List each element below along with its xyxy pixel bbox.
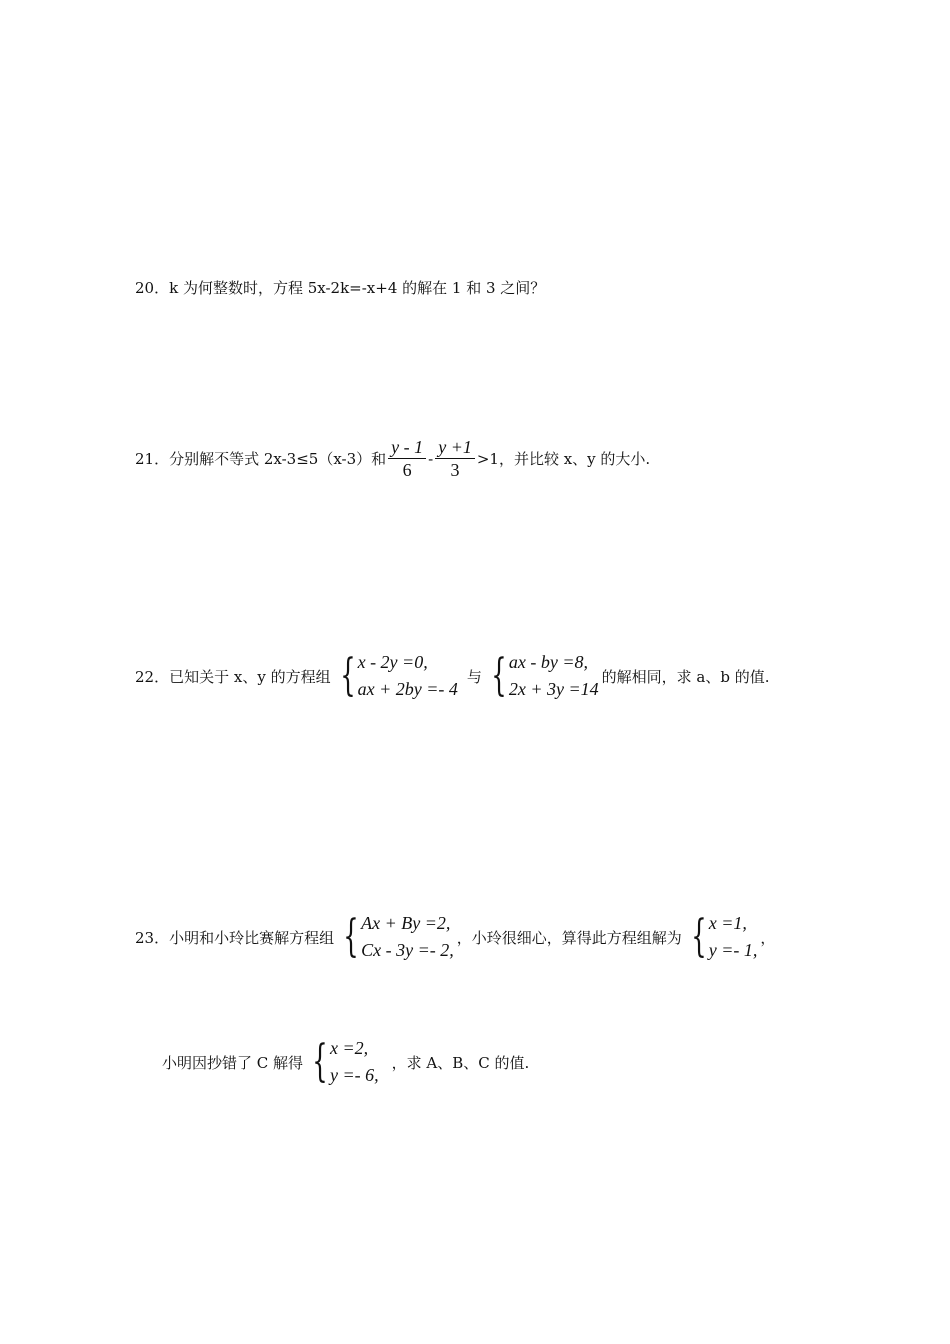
problem-23-number: 23． (135, 928, 170, 947)
system-2-line-1: ax - by =8, (508, 652, 588, 672)
minus-sign: - (428, 449, 434, 468)
problem-22 (135, 649, 770, 703)
problem-20-text: k 为何整数时，方程 5x-2k=-x+4 的解在 1 和 3 之间？ (169, 279, 546, 297)
problem-23 (135, 910, 775, 964)
left-brace: { (491, 650, 507, 701)
problem-23-line2-before: 小明因抄错了 C 解得 (162, 1053, 304, 1072)
problem-21-number: 21． (135, 450, 170, 468)
fraction-1 (388, 436, 426, 481)
solution-2-line-2: y =- 6, (330, 1065, 379, 1085)
fraction-1-numerator: y - 1 (388, 436, 426, 459)
solution-1-line-2: y =- 1, (708, 940, 758, 960)
problem-23-text-end: ， (760, 928, 776, 947)
problem-22-text-after: 的解相同，求 a、b 的值. (601, 667, 770, 686)
problem-20 (135, 277, 545, 298)
left-brace: { (312, 1036, 328, 1087)
problem-22-text-mid: 与 (466, 667, 482, 686)
solution-system-1 (685, 910, 758, 964)
fraction-1-denominator: 6 (402, 460, 412, 480)
problem-22-number: 22． (135, 667, 170, 686)
left-brace: { (339, 650, 356, 701)
equation-system-2 (485, 649, 599, 703)
problem-23-text-before: 小明和小玲比赛解方程组 (169, 928, 335, 947)
equation-system-1 (334, 649, 458, 703)
fraction-2 (435, 436, 475, 481)
fraction-2-numerator: y +1 (435, 436, 475, 459)
solution-1-line-1: x =1, (708, 913, 747, 933)
problem-21 (135, 436, 650, 481)
problem-21-text-before: 分别解不等式 2x-3≤5（x-3）和 (169, 450, 387, 468)
problem-23-text-mid: ，小玲很细心，算得此方程组解为 (456, 928, 682, 947)
system-1-line-2: ax + 2by =- 4 (357, 679, 458, 699)
left-brace: { (691, 911, 707, 962)
problem-23-continuation (162, 1035, 529, 1089)
system-2-line-2: 2x + 3y =14 (508, 679, 599, 699)
equation-system-3 (337, 910, 454, 964)
solution-system-2 (306, 1035, 379, 1089)
problem-23-line2-after: ，求 A、B、C 的值. (391, 1053, 530, 1072)
system-3-line-2: Cx - 3y =- 2, (361, 940, 454, 960)
problem-20-number: 20． (135, 279, 170, 297)
system-1-line-1: x - 2y =0, (357, 652, 428, 672)
fraction-2-denominator: 3 (450, 460, 460, 480)
problem-21-text-after: >1，并比较 x、y 的大小. (476, 450, 651, 468)
left-brace: { (343, 911, 359, 962)
system-3-line-1: Ax + By =2, (361, 913, 451, 933)
problem-22-text-before: 已知关于 x、y 的方程组 (169, 667, 331, 686)
solution-2-line-1: x =2, (330, 1038, 369, 1058)
